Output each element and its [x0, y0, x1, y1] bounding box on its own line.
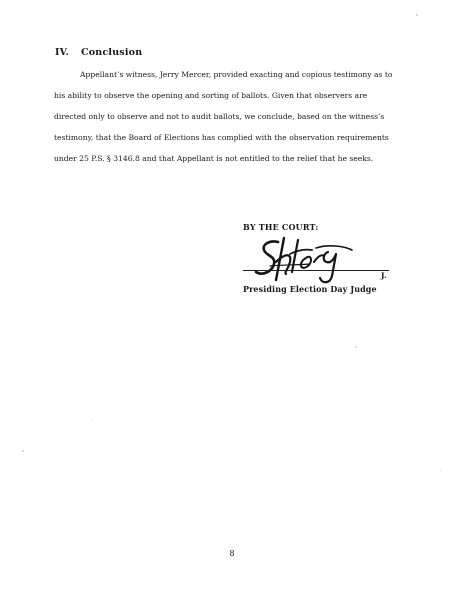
paragraph-line: under 25 P.S. § 3146.8 and that Appellant is not entitled to the relief that he seeks. [54, 154, 374, 163]
section-number: IV. [55, 47, 70, 58]
section-title: Conclusion [81, 47, 143, 58]
scan-speck [416, 14, 418, 16]
scan-speck [92, 420, 93, 421]
paragraph-line: directed only to observe and not to audit ballots, we conclude, based on the witness’s [54, 112, 385, 121]
scan-speck [355, 346, 357, 348]
section-heading [55, 47, 142, 58]
judge-title: Presiding Election Day Judge [243, 284, 377, 294]
handwritten-signature [240, 232, 395, 287]
scan-speck [440, 470, 441, 471]
judge-suffix: J. [381, 271, 387, 280]
scan-speck [22, 450, 24, 452]
paragraph-line: Appellant’s witness, Jerry Mercer, provided exacting and copious testimony as to [80, 70, 393, 79]
signature-line [243, 270, 389, 271]
paragraph-line: testimony, that the Board of Elections has complied with the observation requirements [54, 133, 389, 142]
page-number: 8 [229, 549, 235, 558]
signature-heading: BY THE COURT: [243, 222, 319, 232]
paragraph-line: his ability to observe the opening and sorting of ballots. Given that observers are [54, 91, 368, 100]
conclusion-paragraph [54, 64, 412, 169]
